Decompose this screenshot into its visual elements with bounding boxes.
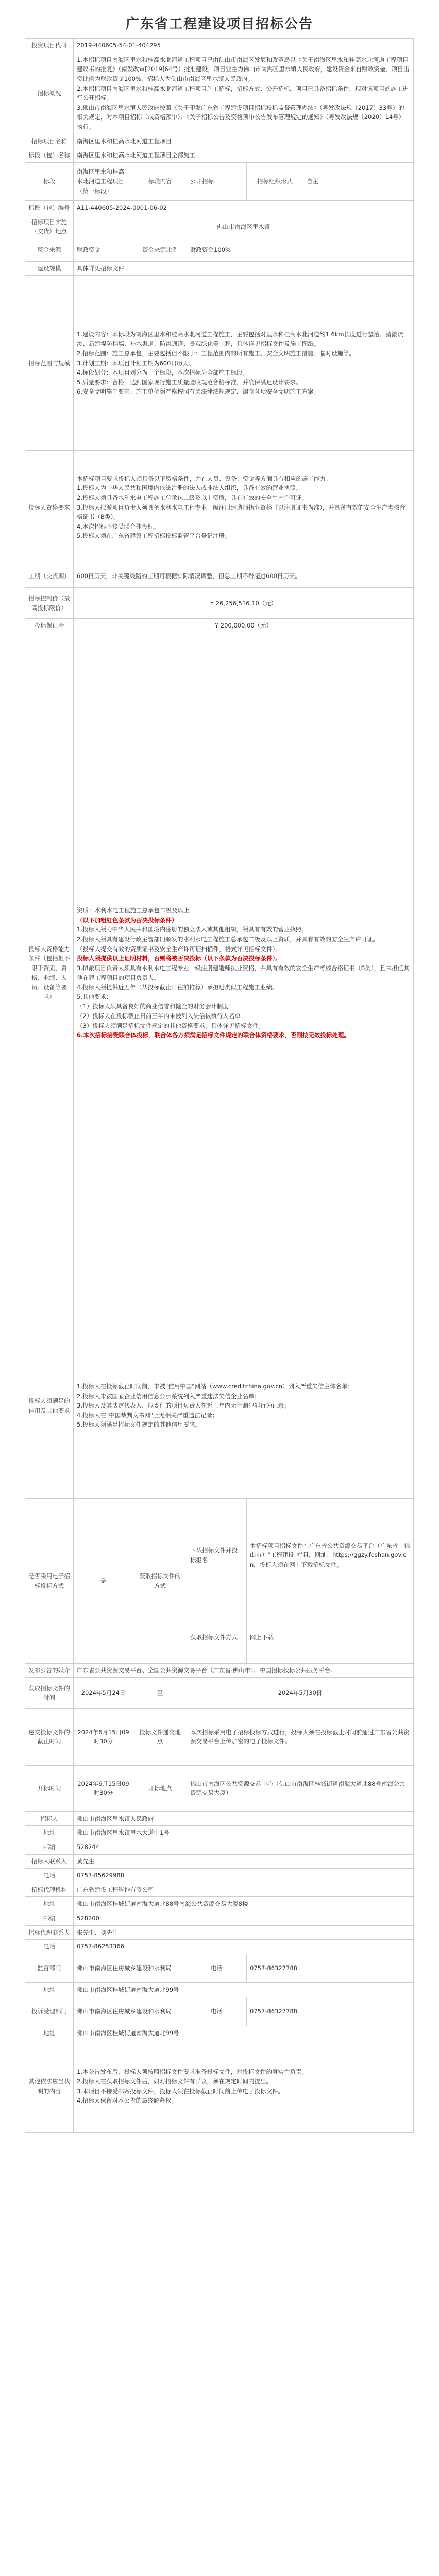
- notice-p1: 1.本公告发布后，投标人须按照招标文件要求准备投标文件，对投标文件的真实性负责。: [77, 2068, 308, 2076]
- bid-qual-p10: （2）投标人在投标截止日前三年内未被列入失信被执行人名单；: [77, 1012, 247, 1020]
- open-label: 开标时间: [25, 1765, 74, 1811]
- row-supervise: [25, 1954, 414, 1982]
- credit-p3: 3.投标人及其法定代表人、拟委任的项目负责人在近三年内无行贿犯罪行为记录；: [77, 1402, 290, 1410]
- row-contact2: [25, 1925, 414, 1940]
- bid-qual-p8: 5.其他要求：: [77, 993, 112, 1001]
- open-place-value: 佛山市南海区公共资源交易中心（佛山市南海区桂城街道南海大道北88号南海公共资源交易大厦）: [187, 1765, 414, 1811]
- row-section-name: [25, 148, 414, 163]
- tender-org-value: 自主: [303, 162, 414, 200]
- credit-label: 投标人须满足的信用及其他要求: [25, 1313, 74, 1499]
- overview-label: 招标概况: [25, 53, 74, 134]
- credit-p4: 4.投标人在"中国裁判文书网"上无相关严重违法记录；: [77, 1411, 218, 1419]
- notice-p4: 4.招标人保留对本公告的最终解释权。: [77, 2097, 177, 2105]
- bid-qual-p5: （投标人提交有效的资质证书及安全生产许可证扫描件，格式详见招标文件）。: [77, 945, 281, 953]
- scope-p3: 3.计划工期：本项目计划工期为600日历天。: [77, 359, 195, 367]
- sup-phone-label: 电话: [187, 1954, 247, 1982]
- row-scale: [25, 261, 414, 276]
- phone2-label: 电话: [25, 1940, 74, 1954]
- scope-value: [74, 276, 414, 451]
- overview-p1: 1.本招标项目南海区里水和桂高水北河道工程项目已由佛山市南海区发展和改革局以《关于南海区里水和桂高水北河道工程项目建议书的批复》（南发改审[2019]64号）批准建设，项目业主为佛山市南海区里水镇人民政府，建设资金来自财政资金，项目出资比例为财政资金100%，招标人为佛山市南海区里水镇人民政府。: [77, 56, 410, 82]
- overview-p3: 3.佛山市南海区里水镇人民政府按照《关于印发广东省工程建设项目招标投标监督管理办法》（粤发改法规〔2017〕33号）的相关规定，对本项目招标（或资格预审）：《关于招标公告及资格预审公告发布管理规定的通知》（粤发改法规〔2020〕14号）执行。: [77, 104, 405, 130]
- section-name-label: 标段（包）名称: [25, 148, 74, 163]
- ebid-label: 是否采用电子招标投标方式: [25, 1499, 74, 1664]
- row-project-code: [25, 39, 414, 53]
- addr1-label: 地址: [25, 1826, 74, 1840]
- comp-addr-value: 佛山市南海区桂城街道南海大道北99号: [74, 2026, 414, 2040]
- qualification-p3: 2.投标人须具备水利水电工程施工总承包二级及以上资质，具有有效的安全生产许可证。: [77, 494, 308, 501]
- tenderer-value: 佛山市南海区里水镇人民政府: [74, 1811, 414, 1826]
- section-scope-value: 公开招标: [187, 162, 247, 200]
- sup-addr-label: 地址: [25, 1982, 74, 1997]
- row-open: [25, 1765, 414, 1811]
- get-doc-method-value: 网上下载: [247, 1612, 414, 1664]
- bid-qual-p2: （以下加粗红色条款为否决投标条件）: [77, 916, 178, 924]
- tender-org-label: 招标组织形式: [247, 162, 303, 200]
- row-submit: [25, 1708, 414, 1765]
- row-qualification: [25, 451, 414, 564]
- project-code-value: 2019-440605-54-01-404295: [74, 39, 414, 53]
- row-fund: [25, 239, 414, 261]
- fund-value: 财政资金: [74, 239, 133, 261]
- notice-label: 其他依法应当载明的内容: [25, 2040, 74, 2133]
- sup-phone-value: 0757-86327788: [247, 1954, 414, 1982]
- eorg-label: 发布公告的媒介: [25, 1664, 74, 1678]
- section-short-label: 标段: [25, 162, 74, 200]
- row-zip1: [25, 1840, 414, 1854]
- max-price-value: ¥ 26,256,516.10（元）: [74, 588, 414, 619]
- qualification-p5: 4.本次招标不接受联合体投标。: [77, 522, 160, 530]
- row-overview: [25, 53, 414, 134]
- comp-addr-label: 地址: [25, 2026, 74, 2040]
- project-name-label: 招标项目名称: [25, 134, 74, 148]
- submit-value: 2024年6月15日09时30分: [74, 1708, 133, 1765]
- ebid-value: 是: [74, 1499, 133, 1664]
- comp-phone-label: 电话: [187, 1997, 247, 2026]
- fund-ratio-value: 财政资金100%: [187, 239, 414, 261]
- phone1-label: 电话: [25, 1869, 74, 1883]
- section-code-value: A11-440605-2024-0001-06-02: [74, 200, 414, 215]
- complaint-label: 投诉受理部门: [25, 1997, 74, 2026]
- scope-p5: 5.质量要求：合格，达到国家现行施工质量验收规范合格标准，并确保满足设计要求。: [77, 378, 302, 386]
- doc-time-to: 至: [133, 1677, 187, 1708]
- row-max-price: [25, 588, 414, 619]
- row-agency: [25, 1883, 414, 1897]
- supervise-value: 佛山市南海区住房城乡建设和水利局: [74, 1954, 187, 1982]
- agency-label: 招标代理机构: [25, 1883, 74, 1897]
- zip1-label: 邮编: [25, 1840, 74, 1854]
- phone1-value: 0757-85629988: [74, 1869, 414, 1883]
- row-location: [25, 215, 414, 239]
- row-section-code: [25, 200, 414, 215]
- row-zip2: [25, 1911, 414, 1926]
- scope-p4: 4.标段划分：本项目划分为一个标段，本次招标为全部施工标段。: [77, 369, 248, 377]
- bid-qual-p6: 3.拟派项目负责人须具有水利水电工程专业一级注册建造师执业资格，并具有有效的安全生产考核合格证书（B类），且未担任其他在建工程项目的项目负责人。: [77, 964, 410, 981]
- row-contact1: [25, 1854, 414, 1869]
- open-place-label: 开标地点: [133, 1765, 187, 1811]
- zip1-value: 528244: [74, 1840, 414, 1854]
- contact1-value: 黄先生: [74, 1854, 414, 1869]
- row-phone2: [25, 1940, 414, 1954]
- bid-qual-p4: 2.投标人须具有建设行政主管部门颁发的水利水电工程施工总承包二级及以上资质，并具有有效的安全生产许可证。: [77, 936, 379, 943]
- row-sup-addr: [25, 1982, 414, 1997]
- row-addr1: [25, 1826, 414, 1840]
- project-code-label: 投资项目代码: [25, 39, 74, 53]
- row-bid-qual: [25, 633, 414, 1313]
- row-ebid: [25, 1499, 414, 1612]
- overview-value: [74, 53, 414, 134]
- submit-place-value: 本次招标采用电子招标投标方式进行，投标人须在投标截止时间前通过广东省公共资源交易平台上传加密的电子投标文件。: [187, 1708, 414, 1765]
- section-code-label: 标段（包）编号: [25, 200, 74, 215]
- bid-qual-p7: 4.投标人须提供近五年（从投标截止日往前推算）承担过类似工程施工业绩。: [77, 984, 278, 991]
- notice-p2: 2.投标人在获取招标文件后，如对招标文件有异议，须在规定时间内提出。: [77, 2078, 272, 2085]
- get-doc-method-label: 获取招标文件方式: [187, 1612, 247, 1664]
- row-doc-time: [25, 1677, 414, 1708]
- scope-p1: 1.建设内容：本标段为南海区里水和桂高水北河道工程施工，主要包括对里水和桂高水北河道约1.6km长度进行整治、清淤疏浚、新建堤防挡墙、排水渠道、防洪通道、景观绿化等工程，具体详见招标文件及施工图纸。: [77, 330, 403, 348]
- period-label: 工期（交货期）: [25, 564, 74, 588]
- max-price-label: 招标控制价（最高投标限价）: [25, 588, 74, 619]
- open-value: 2024年6月15日09时30分: [74, 1765, 133, 1811]
- row-section-meta: [25, 162, 414, 200]
- credit-p2: 2.投标人未被国家企业信用信息公示系统列入严重违法失信企业名单；: [77, 1392, 260, 1400]
- addr2-label: 地址: [25, 1897, 74, 1911]
- addr2-value: 佛山市南海区桂城街道南海大道北88号南海公共资源交易大厦8楼: [74, 1897, 414, 1911]
- scale-value: 具体详见招标文件: [74, 261, 414, 276]
- location-value: 佛山市南海区里水镇: [74, 215, 414, 239]
- row-eorg: [25, 1664, 414, 1678]
- notice-p3: 3.本项目不接受邮寄投标文件，投标人须在投标截止时间前上传电子投标文件。: [77, 2087, 284, 2095]
- bid-qual-p11: （3）投标人须满足招标文件规定的其他资格要求，具体详见招标文件。: [77, 1022, 264, 1029]
- overview-p2: 2.本招标项目南海区里水和桂高水北河道工程项目施工招标，招标方式：公开招标。项目已具备招标条件，现对该项目的施工进行公开招标。: [77, 84, 409, 102]
- doc-time-start: 2024年5月24日: [74, 1677, 133, 1708]
- eorg-value: 广东省公共资源交易平台、全国公共资源交易平台（广东省·佛山市）、中国招标投标公共服务平台。: [74, 1664, 414, 1678]
- tenderer-label: 招标人: [25, 1811, 74, 1826]
- comp-phone-value: 0757-86327788: [247, 1997, 414, 2026]
- bid-qual-red1: 投标人须提供以上证明材料，否则将被否决投标（以下条款为否决投标条件）。: [77, 955, 281, 962]
- period-value: 600日历天，非关键线路的工期可根据实际情况调整，但总工期不得超过600日历天。: [74, 564, 414, 588]
- section-short-value: 南海区里水和桂高水北河道工程项目（第一标段）: [74, 162, 133, 200]
- qualification-label: 投标人资格要求: [25, 451, 74, 564]
- credit-p5: 5.投标人须满足招标文件规定的其他信用要求。: [77, 1421, 201, 1429]
- qualification-p2: 1.投标人为中华人民共和国境内依法注册的法人或非法人组织，具备有效的营业执照。: [77, 484, 302, 492]
- supervise-label: 监督部门: [25, 1954, 74, 1982]
- bid-qual-red2: 6.本次招标接受联合体投标，联合体各方须满足招标文件规定的联合体资格要求，否则按无效投标处理。: [77, 1031, 350, 1039]
- notice-value: [74, 2040, 414, 2133]
- row-phone1: [25, 1869, 414, 1883]
- page-title: 广东省工程建设项目招标公告: [125, 16, 313, 32]
- zip2-label: 邮编: [25, 1911, 74, 1926]
- contact2-value: 朱先生、刘先生: [74, 1925, 414, 1940]
- row-notice: [25, 2040, 414, 2133]
- row-scope: [25, 276, 414, 451]
- complaint-value: 佛山市南海区住房城乡建设和水利局: [74, 1997, 187, 2026]
- fund-label: 资金来源: [25, 239, 74, 261]
- sup-addr-value: 佛山市南海区桂城街道南海大道北99号: [74, 1982, 414, 1997]
- location-label: 招标项目实施（交货）地点: [25, 215, 74, 239]
- bid-qual-p1: 资质：水利水电工程施工总承包二级及以上: [77, 907, 190, 914]
- bid-qual-value: [74, 633, 414, 1313]
- doc-time-end: 2024年5月30日: [187, 1677, 414, 1708]
- qualification-p1: 本招标项目要求投标人须具备以下资格条件，并在人员、设备、资金等方面具有相应的施工能力：: [77, 474, 332, 482]
- announcement-table: [25, 38, 414, 2133]
- scale-label: 建设规模: [25, 261, 74, 276]
- qualification-p6: 5.投标人须在广东省建设工程招标投标监管平台登记注册。: [77, 532, 231, 540]
- row-credit: [25, 1313, 414, 1499]
- contact1-label: 招标人联系人: [25, 1854, 74, 1869]
- credit-value: [74, 1313, 414, 1499]
- phone2-value: 0757-86253366: [74, 1940, 414, 1954]
- bid-qual-p3: 1.投标人须为中华人民共和国境内注册的独立法人或其他组织，须具有有效的营业执照。: [77, 926, 308, 934]
- row-tenderer: [25, 1811, 414, 1826]
- row-addr2: [25, 1897, 414, 1911]
- row-period: [25, 564, 414, 588]
- row-project-name: [25, 134, 414, 148]
- deposit-label: 投标保证金: [25, 619, 74, 633]
- scope-p2: 2.招标范围：施工总承包，主要包括但不限于：工程范围内的所有施工、安全文明施工措施、临时设施等。: [77, 349, 355, 357]
- fund-ratio-label: 资金来源比例: [133, 239, 187, 261]
- bid-qual-p9: （1）投标人须具备良好的商业信誉和健全的财务会计制度；: [77, 1003, 235, 1010]
- row-deposit: [25, 619, 414, 633]
- addr1-value: 佛山市南海区里水镇里水大道中1号: [74, 1826, 414, 1840]
- agency-value: 广东省建设工程咨询有限公司: [74, 1883, 414, 1897]
- get-doc-value: 下载招标文件并投标报名: [187, 1499, 247, 1612]
- submit-label: 递交投标文件的截止时间: [25, 1708, 74, 1765]
- row-complaint: [25, 1997, 414, 2026]
- project-name-value: 南海区里水和桂高水北河道工程项目: [74, 134, 414, 148]
- get-doc-label: 获取招标文件的方式: [133, 1499, 187, 1664]
- section-name-value: 南海区里水和桂高水北河道工程项目全部施工: [74, 148, 414, 163]
- qualification-value: [74, 451, 414, 564]
- scope-p6: 6.安全文明施工要求：施工单位须严格按照有关法律法规规定，编制各项安全文明施工方案。: [77, 388, 319, 396]
- bid-qual-label: 投标人资格能力条件（包括但不限于资质、资格、业绩、人员、设备等要求）: [25, 633, 74, 1313]
- zip2-value: 528200: [74, 1911, 414, 1926]
- scope-label: 招标范围与规模: [25, 276, 74, 451]
- doc-time-label: 获取招标文件的时间: [25, 1677, 74, 1708]
- section-scope-label: 标段内容: [133, 162, 187, 200]
- get-doc-addr: 本招标项目招标文件在广东省公共资源交易平台（广东省—佛山市）"工程建设"栏目，网址：https://ggzy.foshan.gov.cn，投标人须在网上下载招标文件。: [247, 1499, 414, 1612]
- credit-p1: 1.投标人在投标截止时间前，未被"信用中国"网站（www.creditchina.gov.cn）列入严重失信主体名单；: [77, 1382, 354, 1390]
- deposit-value: ¥ 200,000.00（元）: [74, 619, 414, 633]
- row-comp-addr: [25, 2026, 414, 2040]
- qualification-p4: 3.投标人拟派项目负责人须具备水利水电工程专业一级注册建造师执业资格（以注册证书为准），并具备有效的安全生产考核合格证书（B类）。: [77, 503, 406, 521]
- contact2-label: 招标代理联系人: [25, 1925, 74, 1940]
- submit-place-label: 投标文件递交地点: [133, 1708, 187, 1765]
